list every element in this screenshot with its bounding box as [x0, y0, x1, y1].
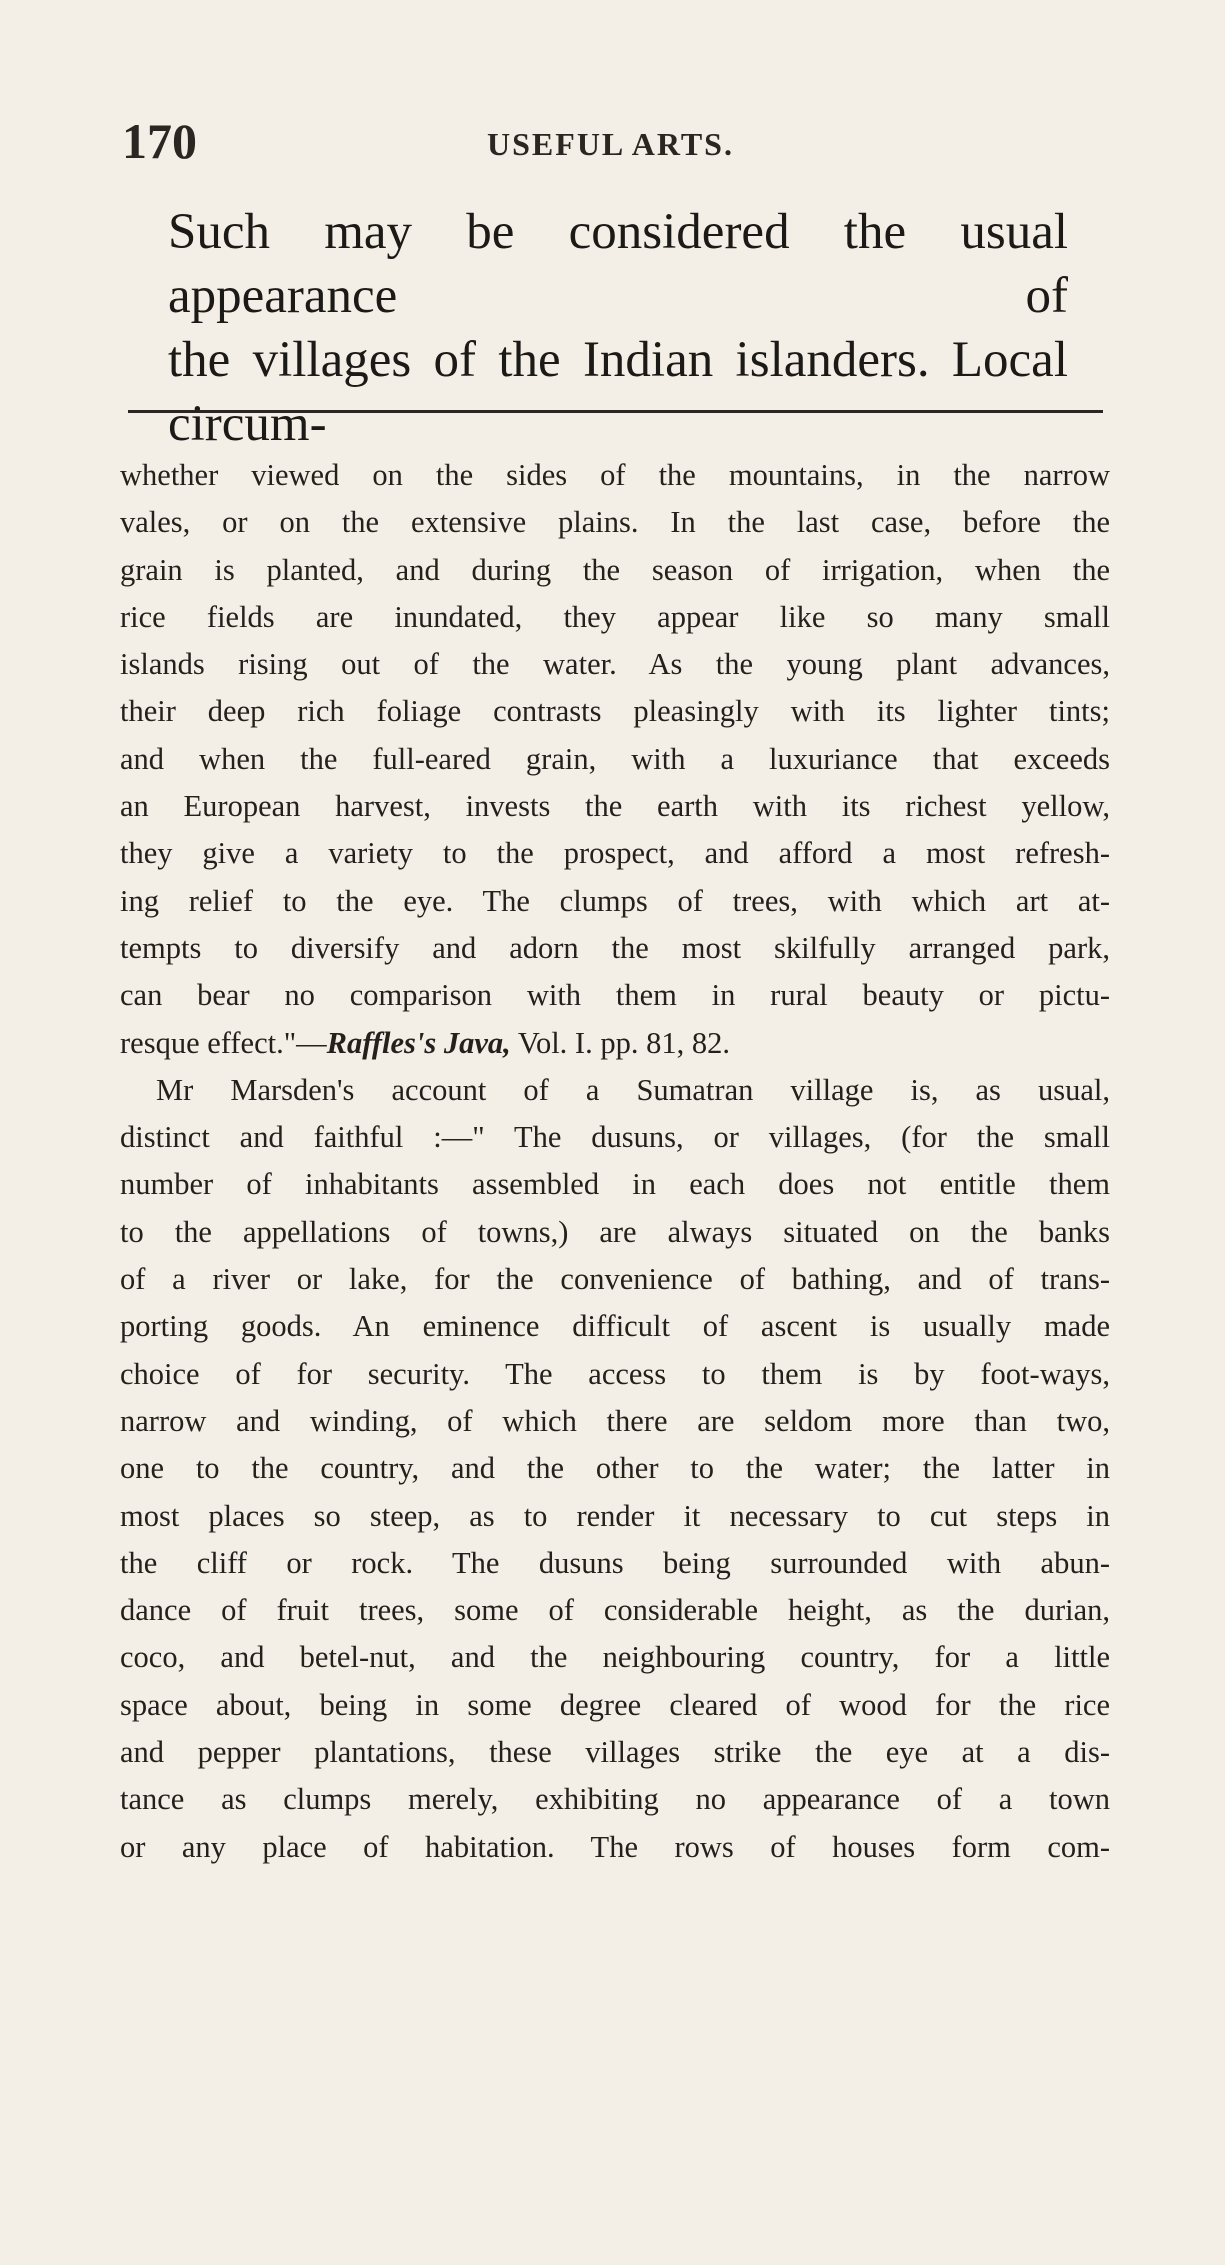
lead-line: the villages of the Indian islanders. Local circum- [168, 332, 1068, 452]
text-line: vales, or on the extensive plains. In the last case, before the [120, 505, 1110, 540]
quote-paragraph [120, 452, 1110, 1067]
citation-title: Raffles's Java, [326, 1025, 511, 1060]
text-line: or any place of habitation. The rows of houses form com- [120, 1829, 1110, 1864]
text-line: tance as clumps merely, exhibiting no appearance of a town [120, 1782, 1110, 1817]
text-line: ing relief to the eye. The clumps of trees, with which art at- [120, 883, 1110, 918]
text-line: they give a variety to the prospect, and afford a most refresh- [120, 836, 1110, 871]
text-line: one to the country, and the other to the water; the latter in [120, 1451, 1110, 1486]
text-line: and pepper plantations, these villages strike the eye at a dis- [120, 1735, 1110, 1770]
lead-line: Such may be considered the usual appearance of [168, 204, 1068, 324]
text-line: Mr Marsden's account of a Sumatran village is, as usual, [156, 1072, 1110, 1107]
quote-ending: resque effect."— [120, 1025, 327, 1060]
text-line: rice fields are inundated, they appear like so many small [120, 599, 1110, 634]
citation-line [120, 1020, 1110, 1067]
running-title: USEFUL ARTS. [487, 126, 734, 162]
text-line: and when the full-eared grain, with a luxuriance that exceeds [120, 741, 1110, 776]
lead-paragraph [168, 200, 1068, 456]
body-text [120, 452, 1110, 1871]
text-line: most places so steep, as to render it necessary to cut steps in [120, 1498, 1110, 1533]
text-line: number of inhabitants assembled in each does not entitle them [120, 1167, 1110, 1202]
text-line: can bear no comparison with them in rural beauty or pictu- [120, 978, 1110, 1013]
page-number: 170 [122, 113, 197, 169]
text-line: tempts to diversify and adorn the most skilfully arranged park, [120, 930, 1110, 965]
text-line: porting goods. An eminence difficult of ascent is usually made [120, 1309, 1110, 1344]
text-line: of a river or lake, for the convenience of bathing, and of trans- [120, 1262, 1110, 1297]
text-line: grain is planted, and during the season of irrigation, when the [120, 552, 1110, 587]
text-line: the cliff or rock. The dusuns being surrounded with abun- [120, 1545, 1110, 1580]
page-header [118, 112, 1103, 172]
text-line: their deep rich foliage contrasts pleasingly with its lighter tints; [120, 694, 1110, 729]
text-line: to the appellations of towns,) are always situated on the banks [120, 1214, 1110, 1249]
text-line: coco, and betel-nut, and the neighbouring country, for a little [120, 1640, 1110, 1675]
text-line: an European harvest, invests the earth with its richest yellow, [120, 789, 1110, 824]
text-line: whether viewed on the sides of the mountains, in the narrow [120, 458, 1110, 492]
text-line: islands rising out of the water. As the young plant advances, [120, 647, 1110, 682]
text-line: narrow and winding, of which there are seldom more than two, [120, 1403, 1110, 1438]
citation-pages: Vol. I. pp. 81, 82. [510, 1025, 730, 1060]
text-line: distinct and faithful :—" The dusuns, or villages, (for the small [120, 1120, 1110, 1155]
section-divider [128, 410, 1103, 413]
text-line: dance of fruit trees, some of considerable height, as the durian, [120, 1593, 1110, 1628]
text-line: choice of for security. The access to them is by foot-ways, [120, 1356, 1110, 1391]
text-line: space about, being in some degree cleared of wood for the rice [120, 1687, 1110, 1722]
marsden-paragraph [120, 1067, 1110, 1871]
